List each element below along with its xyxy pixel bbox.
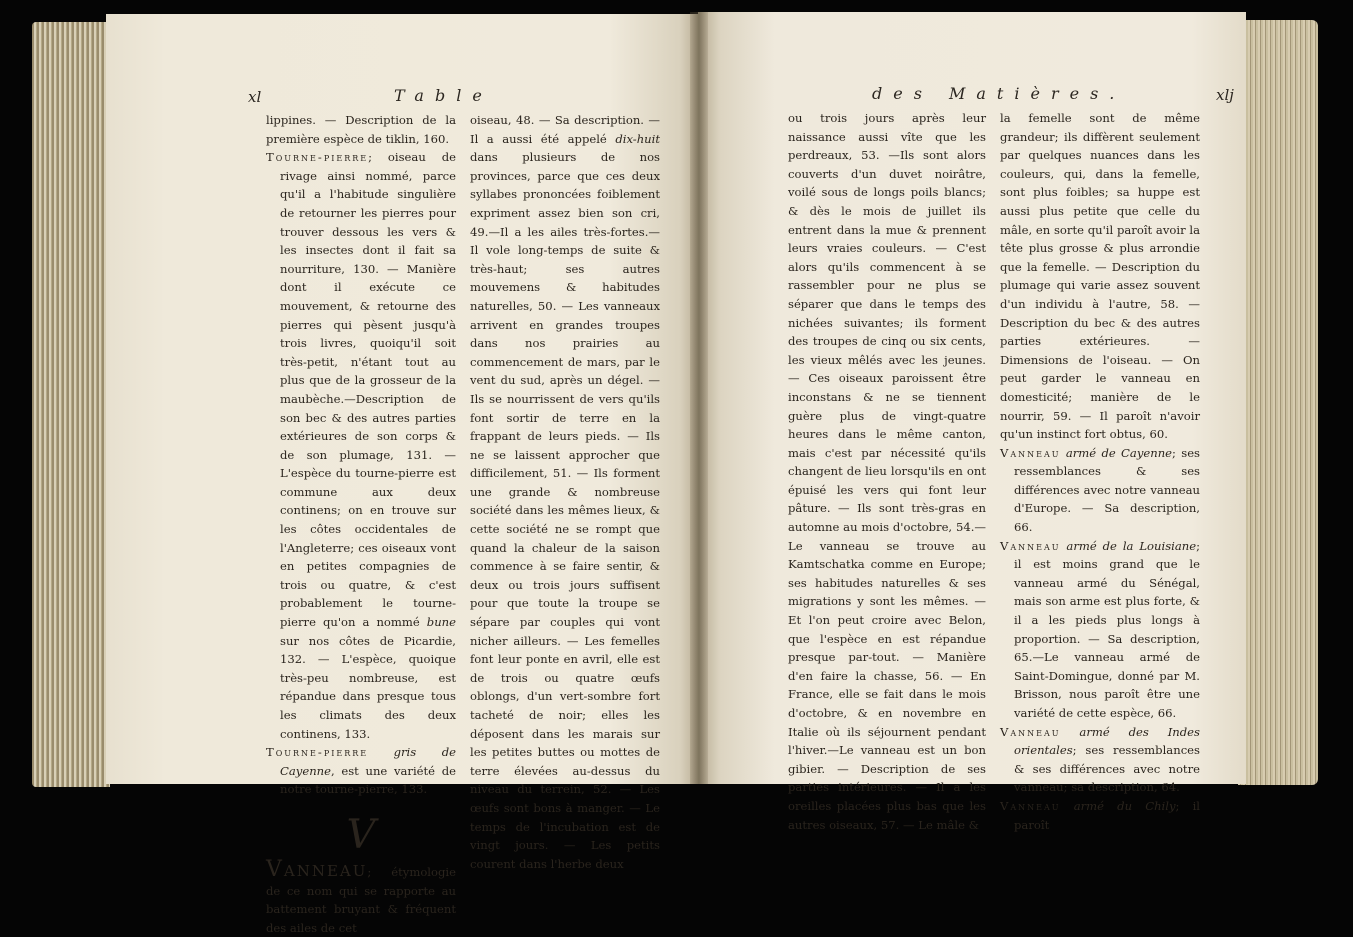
book-gutter [690, 12, 708, 784]
entry-vanneau-chily: Vanneau armé du Chily; il paroît [1000, 798, 1200, 832]
left-column-2 [470, 111, 660, 873]
entry-vanneau-cayenne: Vanneau armé de Cayenne; ses ressemblances & ses différences avec notre vanneau d'Europe. — Sa description, 66. [1000, 445, 1201, 535]
entry-tourne-pierre-gris: Tourne-pierre gris de Cayenne, est une variété de notre tourne-pierre, 133. [266, 745, 456, 797]
entry-vanneau-louisiane: Vanneau armé de la Louisiane; il est moins grand que le vanneau armé du Sénégal, mais son arme est plus forte, & il a les pieds plus longs à proportion. — Sa description, 65.—Le vanneau armé de Saint-Domingue, donné par M. Brisson, nous paroît être une variété de cette espèce, 66. [1000, 538, 1200, 720]
right-column-2 [1000, 109, 1200, 834]
right-page [698, 12, 1246, 832]
entry-text: oiseau, 48. — Sa description. — Il a aussi été appelé dix-huit dans plusieurs de nos provinces, parce que ces deux syllabes prononcées foiblement expriment assez bien son cri, 49.—Il a les ailes très-fortes.— Il vole long-temps de suite & très-haut; ses autres mouvemens & habitudes naturelles, 50. — Les vanneaux arrivent en grandes troupes dans nos prairies au commencement de mars, par le vent du sud, après un dégel. — Ils se nourrissent de vers qu'ils font sortir de terre en la frappant de leurs pieds. — Ils ne se laissent approcher que difficilement, 51. — Ils forment une grande & nombreuse société dans les mêmes lieux, & cette société ne se rompt que quand la chaleur de la saison commence à se faire sentir, & deux ou trois jours suffisent pour que toute la troupe se sépare par couples qui vont nicher ailleurs. — Les femelles font leur ponte en avril, elle est de trois ou quatre œufs oblongs, d'un vert-sombre fort tacheté de noir; elles les déposent dans les marais sur les petites buttes ou mottes de terre élevées au-dessus du niveau du terrein, 52. — Les œufs sont bons à manger. — Le temps de l'incubation est de vingt jours. — Les petits courent dans l'herbe deux [470, 113, 660, 871]
entry-vanneau: Vanneau; étymologie de ce nom qui se rapporte au battement bruyant & fréquent des ailes de cet [266, 856, 456, 935]
right-running-head: des Matières. [872, 84, 1126, 103]
entry-text: lippines. — Description de la première espèce de tiklin, 160. [266, 113, 456, 146]
right-folio: xlj [1216, 86, 1234, 104]
left-folio: xl [248, 88, 262, 106]
entry-text: ou trois jours après leur naissance aussi vîte que les perdreaux, 53. —Ils sont alors couverts d'un duvet noirâtre, voilé sous de longs poils blancs; & dès le mois de juillet ils entrent dans la mue & prennent leurs vraies couleurs. — C'est alors qu'ils commencent à se rassembler pour ne plus se séparer que dans le temps des nichées suivantes; ils forment des troupes de cinq ou six cents, les vieux mêlés avec les jeunes. — Ces oiseaux paroissent être inconstans & ne se tiennent guère plus de vingt-quatre heures dans le même canton, mais c'est par nécessité qu'ils changent de lieu lorsqu'ils en ont épuisé les vers qui font leur pâture. — Ils sont très-gras en automne au mois d'octobre, 54.—Le vanneau se trouve au Kamtschatka comme en Europe; ses habitudes naturelles & ses migrations y sont les mêmes. — Et l'on peut croire avec Belon, que l'espèce en est répandue presque par-tout. — Manière d'en faire la chasse, 56. — En France, elle se fait dans le mois d'octobre, & en novembre en Italie où ils séjournent pendant l'hiver.—Le vanneau est un bon gibier. — Description de ses parties intérieures. — Il a les oreilles placées plus bas que les autres oiseaux, 57. — Le mâle & [788, 111, 986, 832]
right-page-edges [1238, 20, 1318, 785]
left-page [106, 14, 698, 935]
right-column-1 [788, 109, 986, 834]
entry-tourne-pierre: Tourne-pierre; oiseau de rivage ainsi nommé, parce qu'il a l'habitude singulière de retourner les pierres pour trouver dessous les vers & les insectes dont il fait sa nourriture, 130. — Manière dont il exécute ce mouvement, & retourne des pierres qui pèsent jusqu'à trois livres, quoiqu'il soit très-petit, n'étant tout au plus que de la grosseur de la maubèche.—Description de son bec & des autres parties extérieures de son corps & de son plumage, 131. — L'espèce du tourne-pierre est commune aux deux continens; on en trouve sur les côtes occidentales de l'Angleterre; ces oiseaux vont en petites compagnies de trois ou quatre, & c'est probablement le tourne-pierre qu'on a nommé bune sur nos côtes de Picardie, 132. — L'espèce, quoique très-peu nombreuse, est répandue dans presque tous les climats des deux continens, 133. [266, 150, 456, 741]
entry-vanneau-indes: Vanneau armé des Indes orientales; ses ressemblances & ses différences avec notre vanneau; sa description, 64. [1000, 724, 1200, 795]
entry-text: la femelle sont de même grandeur; ils diffèrent seulement par quelques nuances dans les couleurs, qui, dans la femelle, sont plus foibles; sa huppe est aussi plus petite que celle du mâle, en sorte qu'il paroît avoir la tête plus grosse & plus arrondie que la femelle. — Description du plumage qui varie assez souvent d'un individu à l'autre, 58. — Description du bec & des autres parties extérieures. — Dimensions de l'oiseau. — On peut garder le vanneau en domesticité; manière de le nourrir, 59. — Il paroît n'avoir qu'un instinct fort obtus, 60. [1000, 111, 1200, 442]
left-page-edges [32, 22, 110, 787]
left-column-1 [266, 111, 456, 937]
left-running-head: Table [394, 86, 493, 105]
section-letter: V [346, 811, 376, 858]
